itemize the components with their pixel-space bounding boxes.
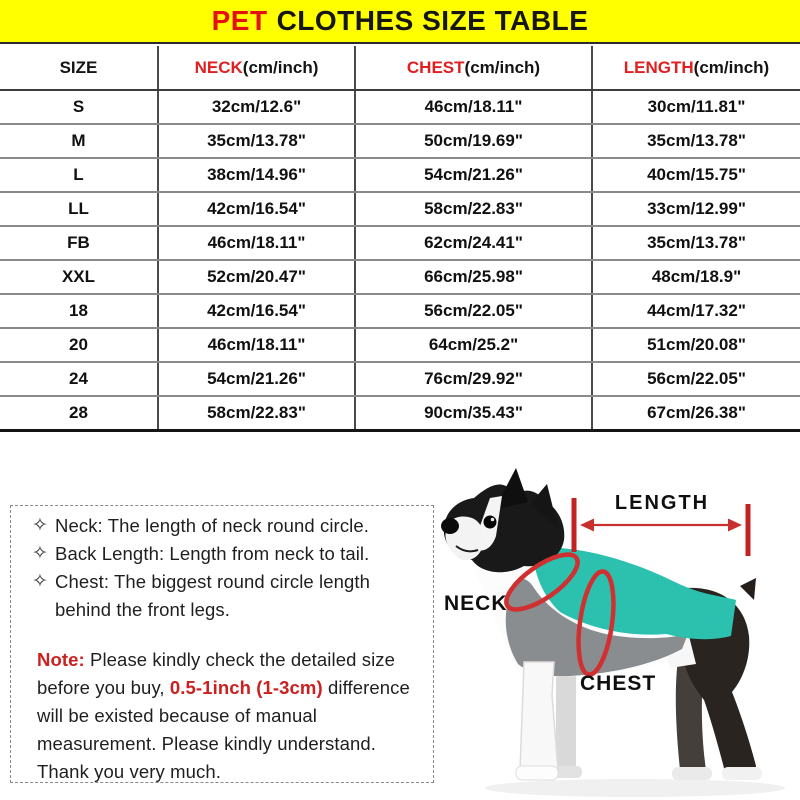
- table-row: [0, 90, 800, 124]
- cell-neck: 58cm/22.83": [158, 396, 355, 430]
- dog-near-front-paw: [516, 766, 558, 780]
- table-row: [0, 226, 800, 260]
- neck-label: NECK: [444, 592, 508, 615]
- note-text-2: difference will be existed because of manual measurement. Please kindly understand. Thank you very much.: [37, 677, 410, 782]
- size-table-section: [0, 46, 800, 432]
- dog-tail: [740, 578, 756, 600]
- table-row: [0, 124, 800, 158]
- cell-size: 24: [0, 362, 158, 396]
- diamond-bullet-icon: ✧: [32, 543, 48, 564]
- length-arrowhead-right: [728, 519, 742, 532]
- cell-chest: 90cm/35.43": [355, 396, 592, 430]
- cell-chest: 46cm/18.11": [355, 90, 592, 124]
- cell-length: 30cm/11.81": [592, 90, 800, 124]
- cell-length: 51cm/20.08": [592, 328, 800, 362]
- col-header-neck: NECK(cm/inch): [158, 46, 355, 90]
- cell-chest: 62cm/24.41": [355, 226, 592, 260]
- cell-length: 40cm/15.75": [592, 158, 800, 192]
- col-header-size: SIZE: [0, 46, 158, 90]
- cell-neck: 35cm/13.78": [158, 124, 355, 158]
- cell-length: 67cm/26.38": [592, 396, 800, 430]
- cell-neck: 32cm/12.6": [158, 90, 355, 124]
- cell-neck: 42cm/16.54": [158, 294, 355, 328]
- cell-size: XXL: [0, 260, 158, 294]
- table-header-row: [0, 46, 800, 90]
- table-row: [0, 396, 800, 430]
- cell-size: LL: [0, 192, 158, 226]
- neck-definition-text: Neck: The length of neck round circle.: [55, 515, 370, 536]
- note-text-1: Please kindly check the detailed size before you buy,: [37, 649, 396, 698]
- cell-chest: 54cm/21.26": [355, 158, 592, 192]
- list-item: [25, 512, 425, 540]
- page-title: CLOTHES SIZE TABLE: [276, 5, 589, 36]
- dog-eye-highlight: [491, 518, 495, 522]
- table-row: [0, 260, 800, 294]
- cell-neck: 46cm/18.11": [158, 328, 355, 362]
- chest-definition-text: Chest: The biggest round circle length behind the front legs.: [55, 571, 371, 620]
- table-row: [0, 328, 800, 362]
- measurement-notes-box: [10, 505, 434, 783]
- cell-length: 35cm/13.78": [592, 124, 800, 158]
- list-item: [25, 540, 425, 568]
- cell-chest: 58cm/22.83": [355, 192, 592, 226]
- cell-length: 33cm/12.99": [592, 192, 800, 226]
- cell-chest: 76cm/29.92": [355, 362, 592, 396]
- length-arrowhead-left: [580, 519, 594, 532]
- cell-chest: 56cm/22.05": [355, 294, 592, 328]
- table-row: [0, 158, 800, 192]
- cell-neck: 54cm/21.26": [158, 362, 355, 396]
- dog-eye: [484, 516, 497, 529]
- cell-neck: 38cm/14.96": [158, 158, 355, 192]
- cell-size: M: [0, 124, 158, 158]
- cell-chest: 66cm/25.98": [355, 260, 592, 294]
- dog-nose: [441, 518, 459, 534]
- cell-length: 56cm/22.05": [592, 362, 800, 396]
- cell-neck: 46cm/18.11": [158, 226, 355, 260]
- cell-length: 48cm/18.9": [592, 260, 800, 294]
- chest-label: CHEST: [580, 672, 657, 695]
- cell-size: 28: [0, 396, 158, 430]
- back-length-definition-text: Back Length: Length from neck to tail.: [55, 543, 370, 564]
- cell-size: FB: [0, 226, 158, 260]
- note-tolerance-highlight: 0.5-1inch (1-3cm): [169, 677, 323, 698]
- cell-chest: 64cm/25.2": [355, 328, 592, 362]
- title-highlight: PET: [211, 5, 268, 36]
- cell-length: 44cm/17.32": [592, 294, 800, 328]
- cell-size: L: [0, 158, 158, 192]
- col-header-length: LENGTH(cm/inch): [592, 46, 800, 90]
- col-header-chest: CHEST(cm/inch): [355, 46, 592, 90]
- diamond-bullet-icon: ✧: [32, 515, 48, 536]
- cell-neck: 42cm/16.54": [158, 192, 355, 226]
- ground-shadow: [485, 779, 785, 797]
- title-banner: [0, 0, 800, 44]
- note-label: Note:: [37, 649, 85, 670]
- cell-neck: 52cm/20.47": [158, 260, 355, 294]
- dog-near-front-leg: [520, 662, 558, 770]
- list-item: [25, 568, 425, 624]
- table-row: [0, 294, 800, 328]
- cell-size: S: [0, 90, 158, 124]
- table-row: [0, 192, 800, 226]
- cell-chest: 50cm/19.69": [355, 124, 592, 158]
- table-row: [0, 362, 800, 396]
- dog-near-hind-paw: [722, 767, 762, 780]
- size-table: [0, 46, 800, 432]
- cell-size: 18: [0, 294, 158, 328]
- cell-size: 20: [0, 328, 158, 362]
- cell-length: 35cm/13.78": [592, 226, 800, 260]
- disclaimer-note: [25, 646, 425, 786]
- diamond-bullet-icon: ✧: [32, 571, 48, 592]
- dog-far-hind-paw: [672, 767, 712, 780]
- length-label: LENGTH: [614, 492, 710, 514]
